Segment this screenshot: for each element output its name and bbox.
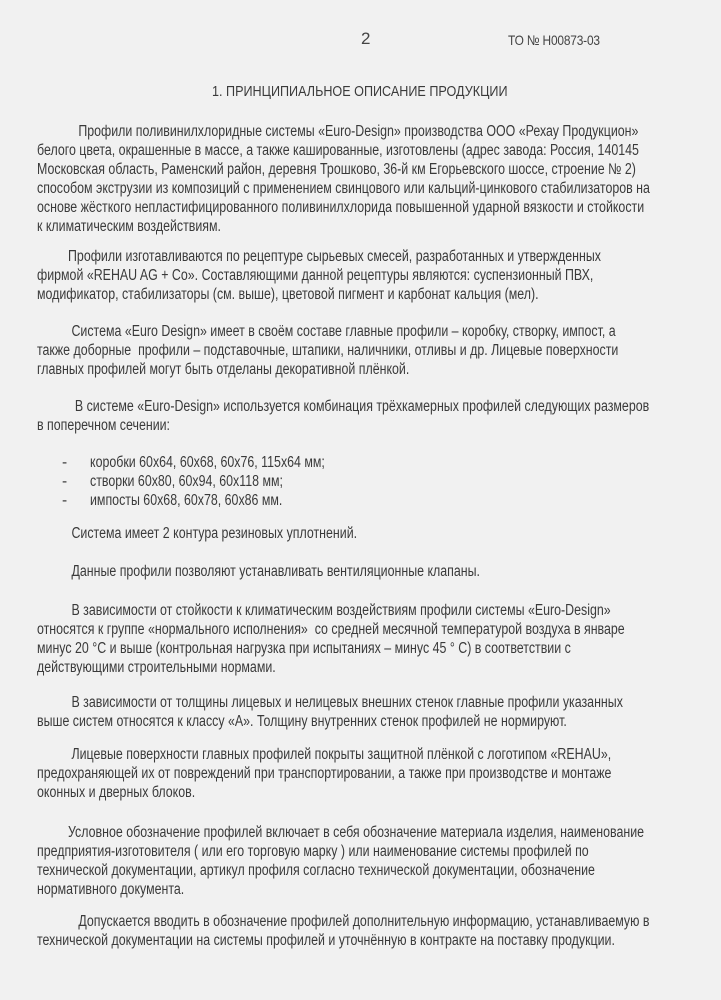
paragraph-protective-film (37, 745, 611, 802)
text-line: фирмой «REHAU AG + Co». Составляющими данной рецептуры являются: суспензионный ПВХ, (37, 267, 594, 284)
paragraph-climate-resistance (37, 601, 625, 677)
bullet-dash-icon: - (62, 492, 68, 509)
paragraph-profile-designation (37, 823, 644, 899)
list-item-text: створки 60х80, 60х94, 60х118 мм; (90, 473, 283, 490)
text-line: основе жёсткого непластифицированного поливинилхлорида повышенной ударной вязкости и стойкости (37, 199, 645, 216)
paragraph-seal-contours (37, 524, 357, 543)
text-line: также доборные профили – подставочные, штапики, наличники, отливы и др. Лицевые поверхности (37, 342, 619, 359)
text-line: Данные профили позволяют устанавливать вентиляционные клапаны. (37, 563, 480, 580)
text-line: к климатическим воздействиям. (37, 218, 221, 235)
text-line: В системе «Euro-Design» используется комбинация трёхкамерных профилей следующих размеров (37, 398, 650, 415)
text-line: Система имеет 2 контура резиновых уплотнений. (37, 525, 358, 542)
paragraph-profile-sizes-intro (37, 397, 649, 435)
text-line: В зависимости от толщины лицевых и нелицевых внешних стенок главные профили указанных (37, 694, 623, 711)
paragraph-product-description (37, 122, 650, 236)
bullet-dash-icon: - (62, 454, 68, 471)
text-line: модификатор, стабилизаторы (см. выше), цветовой пигмент и карбонат кальция (мел). (37, 286, 539, 303)
text-line: способом экструзии из композиций с применением свинцового или кальций-цинкового стабилизаторов на (37, 180, 650, 197)
list-item-text: импосты 60х68, 60х78, 60х86 мм. (90, 492, 283, 509)
text-line: в поперечном сечении: (37, 417, 170, 434)
text-line: Условное обозначение профилей включает в себя обозначение материала изделия, наименование (37, 824, 645, 841)
text-line: действующими строительными нормами. (37, 659, 276, 676)
text-line: Лицевые поверхности главных профилей покрыты защитной плёнкой с логотипом «REHAU», (37, 746, 612, 763)
text-line: Профили поливинилхлоридные системы «Euro-Design» производства ООО «Рехау Продукцион» (37, 123, 639, 140)
list-item-text: коробки 60х64, 60х68, 60х76, 115х64 мм; (90, 454, 325, 471)
document-code: ТО № Н00873-03 (508, 32, 600, 48)
text-line: предохраняющей их от повреждений при транспортировании, а также при производстве и монтаже (37, 765, 612, 782)
text-line: технической документации, артикул профиля согласно технической документации, обозначение (37, 862, 595, 879)
paragraph-wall-thickness-class (37, 693, 623, 731)
text-line: белого цвета, окрашенные в массе, а также кашированные, изготовлены (адрес завода: Россия, 140145 (37, 142, 639, 159)
text-line: минус 20 °С и выше (контрольная нагрузка при испытаниях – минус 45 ° С) в соответствии с (37, 640, 571, 657)
paragraph-recipe (37, 247, 601, 304)
page-number: 2 (361, 29, 371, 48)
text-line: технической документации на системы профилей и уточнённую в контракте на поставку продукции. (37, 932, 615, 949)
text-line: Система «Euro Design» имеет в своём составе главные профили – коробку, створку, импост, а (37, 323, 616, 340)
paragraph-additional-info (37, 912, 649, 950)
section-title: 1. ПРИНЦИПИАЛЬНОЕ ОПИСАНИЕ ПРОДУКЦИИ (212, 83, 508, 100)
text-line: В зависимости от стойкости к климатическим воздействиям профили системы «Euro-Design» (37, 602, 611, 619)
paragraph-system-composition (37, 322, 618, 379)
paragraph-ventilation-valves (37, 562, 480, 581)
text-line: главных профилей могут быть отделаны декоративной плёнкой. (37, 361, 410, 378)
bullet-dash-icon: - (62, 473, 68, 490)
text-line: выше систем относятся к классу «А». Толщину внутренних стенок профилей не нормируют. (37, 713, 567, 730)
text-line: предприятия-изготовителя ( или его торговую марку ) или наименование системы профилей по (37, 843, 589, 860)
text-line: нормативного документа. (37, 881, 185, 898)
text-line: Московская область, Раменский район, деревня Трошково, 36-й км Егорьевского шоссе, строение № 2) (37, 161, 636, 178)
text-line: оконных и дверных блоков. (37, 784, 196, 801)
text-line: относятся к группе «нормального исполнения» со средней месячной температурой воздуха в январе (37, 621, 625, 638)
text-line: Допускается вводить в обозначение профилей дополнительную информацию, устанавливаемую в (37, 913, 650, 930)
text-line: Профили изготавливаются по рецептуре сырьевых смесей, разработанных и утвержденных (37, 248, 601, 265)
